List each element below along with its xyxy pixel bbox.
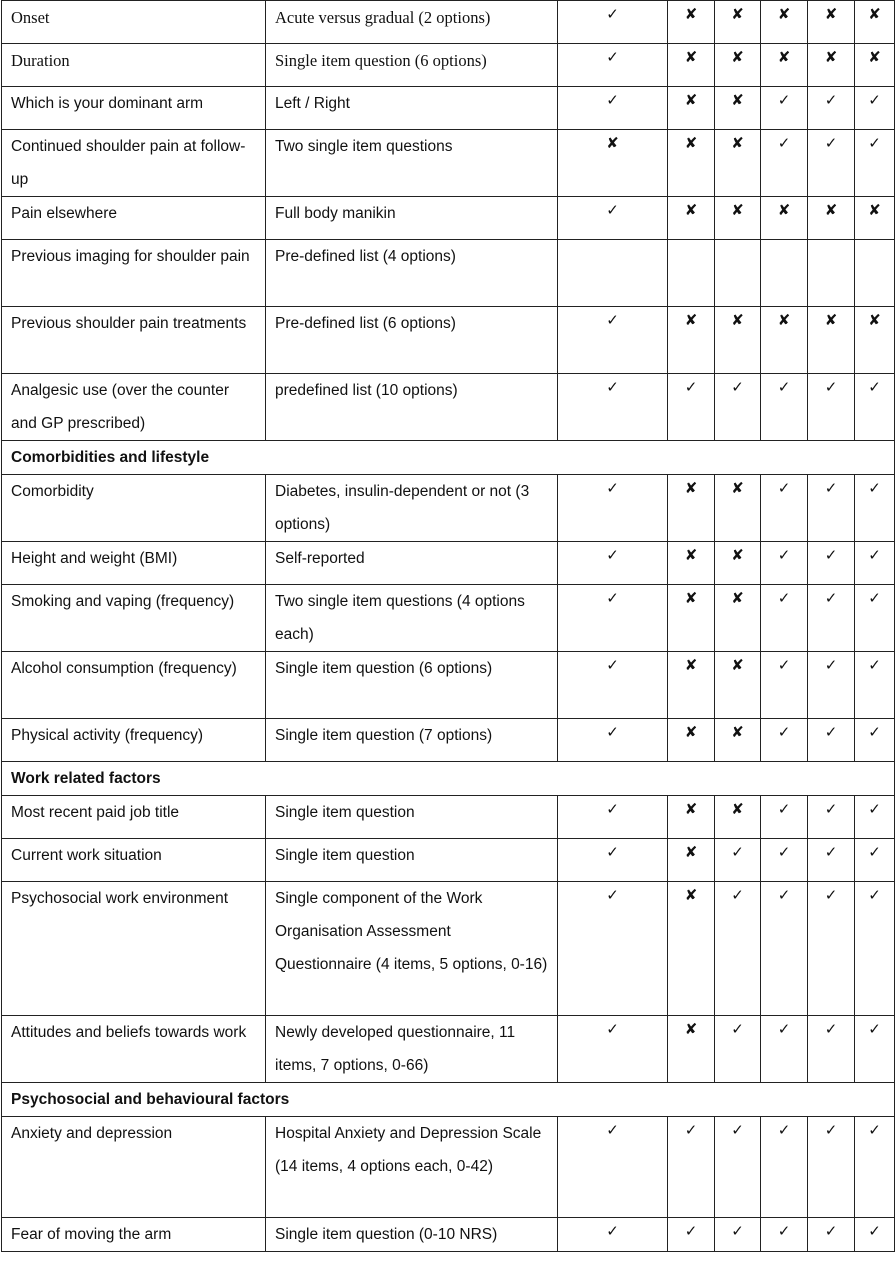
timepoint-cell: [855, 44, 895, 87]
measure-description: Two single item questions: [275, 138, 453, 155]
check-icon: ✓: [777, 134, 791, 152]
cross-icon: ✘: [777, 311, 791, 329]
check-icon: ✓: [606, 843, 619, 861]
cross-icon: ✘: [684, 800, 698, 818]
timepoint-cell: [668, 1117, 715, 1218]
variable-cell: [2, 1016, 266, 1083]
table-row: [2, 1016, 895, 1083]
variable-cell: [2, 374, 266, 441]
measure-cell: [266, 1218, 558, 1252]
cross-icon: ✘: [731, 546, 744, 564]
measure-description: Single item question (0-10 NRS): [275, 1226, 498, 1243]
check-icon: ✓: [824, 589, 838, 607]
timepoint-cell: [558, 839, 668, 882]
measure-cell: [266, 652, 558, 719]
cross-icon: ✘: [684, 589, 698, 607]
table-row: [2, 882, 895, 1016]
timepoint-cell: [855, 652, 895, 719]
table-body: [2, 1, 895, 1252]
check-icon: ✓: [684, 1222, 698, 1240]
measure-description: Single item question (6 options): [275, 660, 493, 677]
timepoint-cell: [808, 542, 855, 585]
timepoint-cell: [808, 1218, 855, 1252]
cross-icon: ✘: [731, 134, 744, 152]
timepoint-cell: [668, 130, 715, 197]
cross-icon: ✘: [824, 201, 838, 219]
table-row: [2, 1218, 895, 1252]
cross-icon: ✘: [731, 5, 744, 23]
timepoint-cell: [761, 542, 808, 585]
timepoint-cell: [715, 87, 761, 130]
cross-icon: ✘: [684, 1020, 698, 1038]
timepoint-cell: [761, 1, 808, 44]
check-icon: ✓: [731, 1222, 744, 1240]
measures-table: [1, 0, 895, 1252]
measure-description: Pre-defined list (4 options): [275, 248, 456, 265]
timepoint-cell: [855, 1, 895, 44]
table-row: [2, 652, 895, 719]
timepoint-cell: [808, 130, 855, 197]
timepoint-cell: [558, 475, 668, 542]
check-icon: ✓: [824, 134, 838, 152]
timepoint-cell: [558, 542, 668, 585]
measure-cell: [266, 240, 558, 307]
cross-icon: ✘: [731, 723, 744, 741]
timepoint-cell: [808, 374, 855, 441]
check-icon: ✓: [868, 1020, 881, 1038]
check-icon: ✓: [777, 589, 791, 607]
cross-icon: ✘: [731, 311, 744, 329]
check-icon: ✓: [606, 589, 619, 607]
timepoint-cell: [808, 240, 855, 307]
variable-name: Previous imaging for shoulder pain: [11, 248, 250, 265]
timepoint-cell: [668, 307, 715, 374]
variable-name: Alcohol consumption (frequency): [11, 660, 237, 677]
check-icon: ✓: [868, 479, 881, 497]
measure-description: Full body manikin: [275, 205, 396, 222]
timepoint-cell: [668, 1, 715, 44]
timepoint-cell: [808, 796, 855, 839]
cross-icon: ✘: [684, 5, 698, 23]
timepoint-cell: [668, 585, 715, 652]
cross-icon: ✘: [684, 479, 698, 497]
check-icon: ✓: [606, 1121, 619, 1139]
timepoint-cell: [668, 475, 715, 542]
table-row: [2, 307, 895, 374]
timepoint-cell: [761, 240, 808, 307]
timepoint-cell: [558, 796, 668, 839]
timepoint-cell: [668, 1218, 715, 1252]
measure-cell: [266, 585, 558, 652]
cross-icon: ✘: [684, 723, 698, 741]
check-icon: ✓: [824, 91, 838, 109]
measure-description: Single component of the Work Organisation Assessment Questionnaire (4 items, 5 options, 0-16): [275, 890, 548, 973]
measure-description: Single item question (6 options): [275, 51, 487, 70]
cross-icon: ✘: [868, 5, 881, 23]
check-icon: ✓: [606, 800, 619, 818]
timepoint-cell: [558, 240, 668, 307]
timepoint-cell: [558, 1117, 668, 1218]
table-row: [2, 585, 895, 652]
cross-icon: ✘: [731, 656, 744, 674]
cross-icon: ✘: [684, 656, 698, 674]
variable-name: Comorbidity: [11, 483, 94, 500]
check-icon: ✓: [777, 1222, 791, 1240]
timepoint-cell: [558, 1, 668, 44]
timepoint-cell: [715, 1016, 761, 1083]
timepoint-cell: [715, 44, 761, 87]
timepoint-cell: [715, 542, 761, 585]
check-icon: ✓: [868, 134, 881, 152]
check-icon: ✓: [868, 546, 881, 564]
check-icon: ✓: [868, 1222, 881, 1240]
check-icon: ✓: [824, 1020, 838, 1038]
cross-icon: ✘: [731, 201, 744, 219]
check-icon: ✓: [777, 723, 791, 741]
variable-cell: [2, 240, 266, 307]
timepoint-cell: [668, 1016, 715, 1083]
section-title: Psychosocial and behavioural factors: [11, 1091, 290, 1108]
cross-icon: ✘: [824, 311, 838, 329]
timepoint-cell: [855, 87, 895, 130]
variable-name: Smoking and vaping (frequency): [11, 593, 235, 610]
cross-icon: ✘: [824, 48, 838, 66]
timepoint-cell: [808, 197, 855, 240]
measure-cell: [266, 374, 558, 441]
cross-icon: ✘: [868, 201, 881, 219]
timepoint-cell: [715, 1117, 761, 1218]
timepoint-cell: [808, 1016, 855, 1083]
check-icon: ✓: [824, 886, 838, 904]
timepoint-cell: [761, 1016, 808, 1083]
measure-description: Single item question: [275, 804, 415, 821]
cross-icon: ✘: [731, 479, 744, 497]
timepoint-cell: [715, 374, 761, 441]
timepoint-cell: [715, 475, 761, 542]
timepoint-cell: [761, 197, 808, 240]
timepoint-cell: [715, 307, 761, 374]
timepoint-cell: [668, 839, 715, 882]
check-icon: ✓: [684, 378, 698, 396]
timepoint-cell: [761, 475, 808, 542]
timepoint-cell: [668, 652, 715, 719]
timepoint-cell: [668, 882, 715, 1016]
timepoint-cell: [808, 839, 855, 882]
check-icon: ✓: [824, 479, 838, 497]
timepoint-cell: [715, 796, 761, 839]
check-icon: ✓: [868, 1121, 881, 1139]
measure-description: Single item question (7 options): [275, 727, 493, 744]
check-icon: ✓: [606, 656, 619, 674]
check-icon: ✓: [606, 1222, 619, 1240]
check-icon: ✓: [731, 378, 744, 396]
check-icon: ✓: [777, 886, 791, 904]
timepoint-cell: [558, 87, 668, 130]
cross-icon: ✘: [824, 5, 838, 23]
table-row: [2, 130, 895, 197]
variable-name: Continued shoulder pain at follow-up: [11, 138, 246, 188]
timepoint-cell: [558, 130, 668, 197]
variable-cell: [2, 1117, 266, 1218]
cross-icon: ✘: [731, 800, 744, 818]
timepoint-cell: [761, 796, 808, 839]
measure-cell: [266, 307, 558, 374]
cross-icon: ✘: [731, 48, 744, 66]
measure-description: Diabetes, insulin-dependent or not (3 options): [275, 483, 530, 533]
timepoint-cell: [715, 882, 761, 1016]
check-icon: ✓: [824, 656, 838, 674]
cross-icon: ✘: [731, 589, 744, 607]
timepoint-cell: [761, 44, 808, 87]
timepoint-cell: [558, 374, 668, 441]
timepoint-cell: [855, 475, 895, 542]
cross-icon: ✘: [684, 546, 698, 564]
timepoint-cell: [808, 652, 855, 719]
timepoint-cell: [808, 1117, 855, 1218]
timepoint-cell: [558, 585, 668, 652]
check-icon: ✓: [868, 886, 881, 904]
check-icon: ✓: [868, 589, 881, 607]
timepoint-cell: [808, 1, 855, 44]
cross-icon: ✘: [684, 201, 698, 219]
table-row: [2, 240, 895, 307]
variable-name: Which is your dominant arm: [11, 95, 204, 112]
cross-icon: ✘: [777, 48, 791, 66]
measure-cell: [266, 130, 558, 197]
check-icon: ✓: [868, 843, 881, 861]
timepoint-cell: [761, 882, 808, 1016]
variable-name: Duration: [11, 51, 70, 70]
check-icon: ✓: [824, 1121, 838, 1139]
variable-cell: [2, 130, 266, 197]
section-title: Work related factors: [11, 770, 161, 787]
timepoint-cell: [761, 1117, 808, 1218]
timepoint-cell: [668, 542, 715, 585]
timepoint-cell: [558, 307, 668, 374]
variable-name: Anxiety and depression: [11, 1125, 173, 1142]
timepoint-cell: [761, 839, 808, 882]
variable-cell: [2, 475, 266, 542]
check-icon: ✓: [731, 886, 744, 904]
timepoint-cell: [558, 44, 668, 87]
timepoint-cell: [808, 585, 855, 652]
check-icon: ✓: [777, 843, 791, 861]
timepoint-cell: [668, 374, 715, 441]
timepoint-cell: [761, 87, 808, 130]
check-icon: ✓: [731, 1020, 744, 1038]
timepoint-cell: [761, 652, 808, 719]
check-icon: ✓: [777, 91, 791, 109]
measure-description: Single item question: [275, 847, 415, 864]
measure-cell: [266, 882, 558, 1016]
cross-icon: ✘: [684, 48, 698, 66]
measure-description: Hospital Anxiety and Depression Scale (14 items, 4 options each, 0-42): [275, 1125, 542, 1175]
timepoint-cell: [855, 1117, 895, 1218]
check-icon: ✓: [868, 91, 881, 109]
check-icon: ✓: [777, 546, 791, 564]
timepoint-cell: [855, 882, 895, 1016]
measure-cell: [266, 475, 558, 542]
check-icon: ✓: [606, 1020, 619, 1038]
check-icon: ✓: [606, 378, 619, 396]
timepoint-cell: [761, 1218, 808, 1252]
check-icon: ✓: [606, 311, 619, 329]
table-row: [2, 374, 895, 441]
check-icon: ✓: [606, 5, 619, 23]
check-icon: ✓: [824, 1222, 838, 1240]
variable-cell: [2, 307, 266, 374]
timepoint-cell: [715, 130, 761, 197]
measure-cell: [266, 1117, 558, 1218]
check-icon: ✓: [606, 201, 619, 219]
timepoint-cell: [808, 87, 855, 130]
cross-icon: ✘: [606, 134, 619, 152]
measure-description: Two single item questions (4 options each): [275, 593, 525, 643]
measure-description: Left / Right: [275, 95, 350, 112]
measure-description: Pre-defined list (6 options): [275, 315, 456, 332]
cross-icon: ✘: [868, 48, 881, 66]
variable-name: Current work situation: [11, 847, 162, 864]
timepoint-cell: [668, 44, 715, 87]
section-title: Comorbidities and lifestyle: [11, 449, 210, 466]
variable-name: Fear of moving the arm: [11, 1226, 172, 1243]
timepoint-cell: [855, 839, 895, 882]
timepoint-cell: [715, 197, 761, 240]
check-icon: ✓: [868, 800, 881, 818]
cross-icon: ✘: [868, 311, 881, 329]
check-icon: ✓: [777, 656, 791, 674]
timepoint-cell: [855, 1218, 895, 1252]
timepoint-cell: [558, 1016, 668, 1083]
check-icon: ✓: [606, 546, 619, 564]
check-icon: ✓: [824, 378, 838, 396]
variable-name: Analgesic use (over the counter and GP prescribed): [11, 382, 229, 432]
cross-icon: ✘: [684, 134, 698, 152]
check-icon: ✓: [731, 843, 744, 861]
timepoint-cell: [715, 652, 761, 719]
variable-cell: [2, 652, 266, 719]
timepoint-cell: [855, 130, 895, 197]
check-icon: ✓: [868, 723, 881, 741]
check-icon: ✓: [606, 48, 619, 66]
timepoint-cell: [808, 882, 855, 1016]
timepoint-cell: [761, 374, 808, 441]
variable-cell: [2, 1218, 266, 1252]
check-icon: ✓: [777, 378, 791, 396]
timepoint-cell: [855, 374, 895, 441]
timepoint-cell: [668, 796, 715, 839]
timepoint-cell: [558, 882, 668, 1016]
timepoint-cell: [668, 197, 715, 240]
timepoint-cell: [808, 475, 855, 542]
variable-name: Attitudes and beliefs towards work: [11, 1024, 247, 1041]
timepoint-cell: [808, 44, 855, 87]
measure-description: Newly developed questionnaire, 11 items, 7 options, 0-66): [275, 1024, 516, 1074]
timepoint-cell: [558, 652, 668, 719]
variable-cell: [2, 585, 266, 652]
check-icon: ✓: [684, 1121, 698, 1139]
table-row: [2, 475, 895, 542]
variable-name: Height and weight (BMI): [11, 550, 178, 567]
variable-name: Most recent paid job title: [11, 804, 180, 821]
timepoint-cell: [808, 307, 855, 374]
variable-name: Pain elsewhere: [11, 205, 117, 222]
timepoint-cell: [715, 585, 761, 652]
variable-name: Physical activity (frequency): [11, 727, 204, 744]
table-row: [2, 1117, 895, 1218]
check-icon: ✓: [777, 1121, 791, 1139]
check-icon: ✓: [606, 723, 619, 741]
check-icon: ✓: [824, 723, 838, 741]
timepoint-cell: [855, 197, 895, 240]
variable-name: Onset: [11, 8, 50, 27]
timepoint-cell: [715, 1218, 761, 1252]
check-icon: ✓: [606, 479, 619, 497]
cross-icon: ✘: [684, 886, 698, 904]
measure-cell: [266, 1016, 558, 1083]
timepoint-cell: [761, 307, 808, 374]
check-icon: ✓: [777, 479, 791, 497]
timepoint-cell: [855, 542, 895, 585]
variable-name: Psychosocial work environment: [11, 890, 229, 907]
timepoint-cell: [558, 1218, 668, 1252]
cross-icon: ✘: [684, 91, 698, 109]
measure-description: Acute versus gradual (2 options): [275, 8, 491, 27]
check-icon: ✓: [731, 1121, 744, 1139]
variable-name: Previous shoulder pain treatments: [11, 315, 247, 332]
check-icon: ✓: [868, 378, 881, 396]
check-icon: ✓: [606, 91, 619, 109]
timepoint-cell: [855, 585, 895, 652]
timepoint-cell: [668, 240, 715, 307]
check-icon: ✓: [777, 1020, 791, 1038]
check-icon: ✓: [868, 656, 881, 674]
measure-description: Self-reported: [275, 550, 365, 567]
timepoint-cell: [715, 240, 761, 307]
cross-icon: ✘: [684, 311, 698, 329]
cross-icon: ✘: [684, 843, 698, 861]
timepoint-cell: [761, 130, 808, 197]
check-icon: ✓: [824, 546, 838, 564]
timepoint-cell: [855, 1016, 895, 1083]
timepoint-cell: [855, 796, 895, 839]
timepoint-cell: [855, 307, 895, 374]
cross-icon: ✘: [777, 5, 791, 23]
check-icon: ✓: [777, 800, 791, 818]
variable-cell: [2, 882, 266, 1016]
timepoint-cell: [668, 87, 715, 130]
timepoint-cell: [761, 585, 808, 652]
timepoint-cell: [558, 197, 668, 240]
timepoint-cell: [715, 1, 761, 44]
timepoint-cell: [715, 839, 761, 882]
check-icon: ✓: [606, 886, 619, 904]
check-icon: ✓: [824, 843, 838, 861]
timepoint-cell: [855, 240, 895, 307]
check-icon: ✓: [824, 800, 838, 818]
cross-icon: ✘: [777, 201, 791, 219]
measure-description: predefined list (10 options): [275, 382, 458, 399]
cross-icon: ✘: [731, 91, 744, 109]
